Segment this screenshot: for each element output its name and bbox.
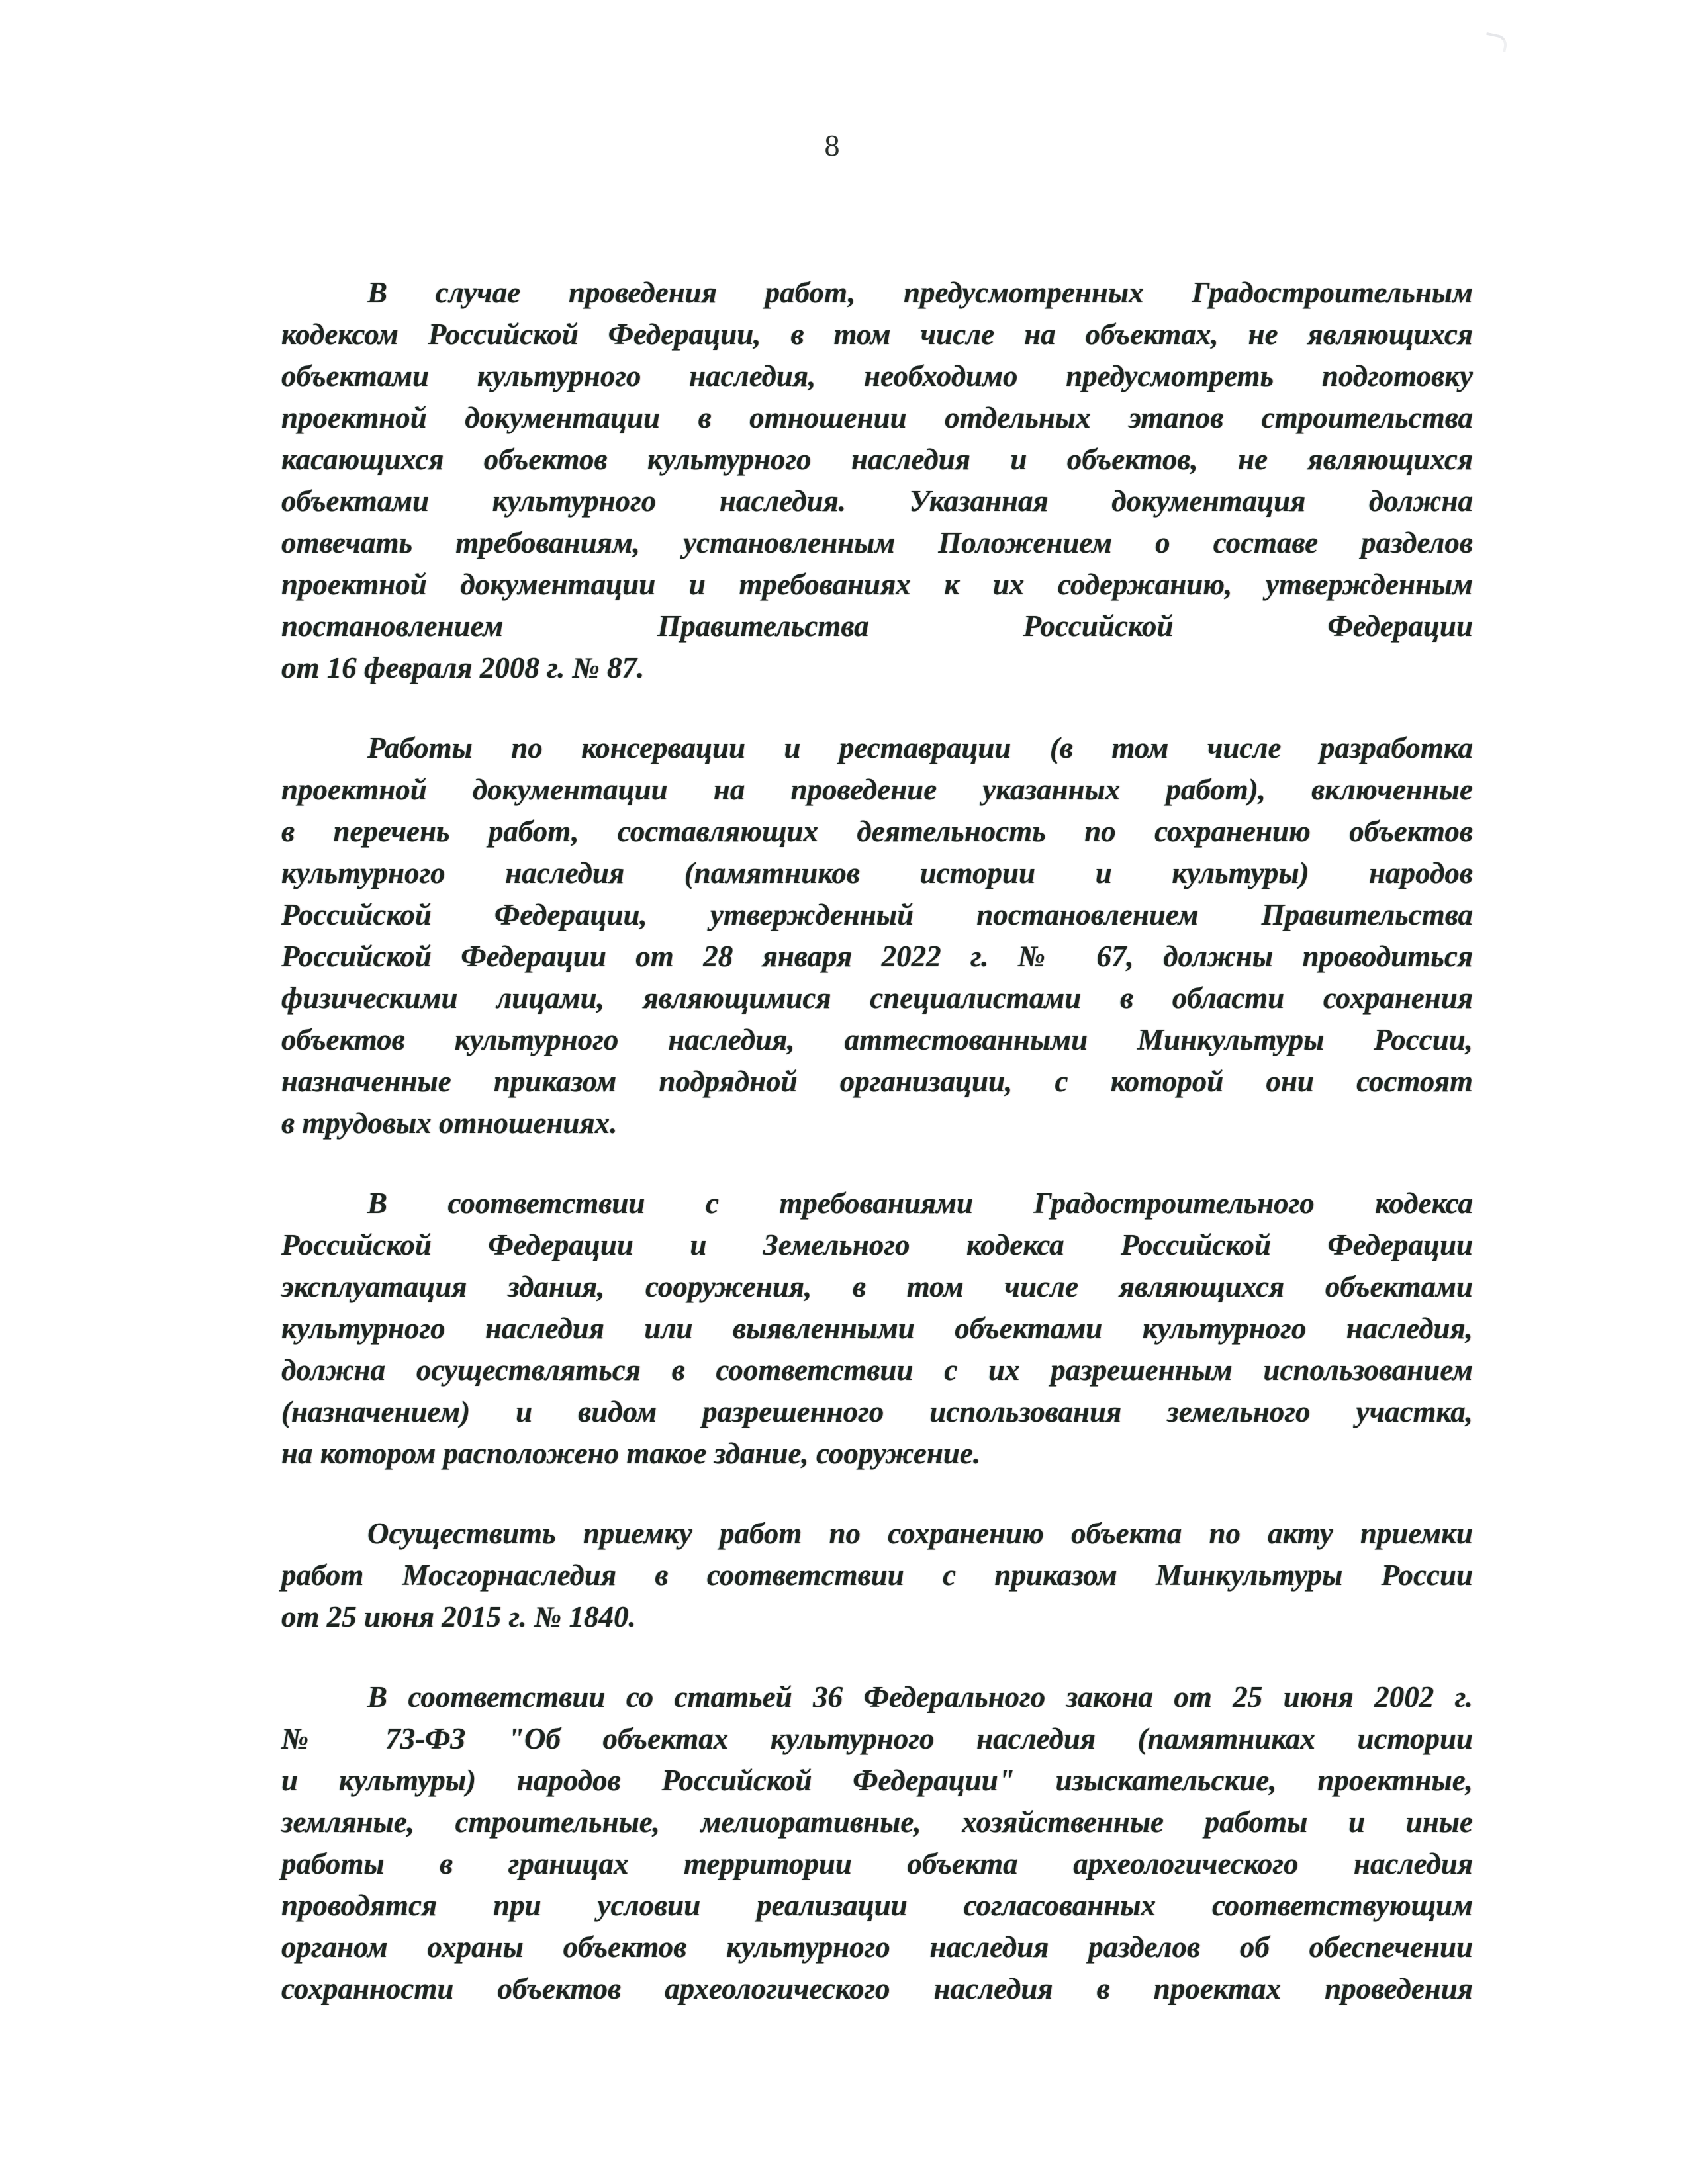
paragraph-5 [281, 1676, 1473, 2010]
text-line: (назначением) и видом разрешенного использования земельного участка, [281, 1395, 1473, 1428]
text-line: объектами культурного наследия, необходимо предусмотреть подготовку [281, 359, 1473, 392]
text-line: Российской Федерации от 28 января 2022 г. № 67, должны проводиться [281, 940, 1473, 973]
text-line: В случае проведения работ, предусмотренных Градостроительным [367, 276, 1473, 309]
paragraph-1 [281, 272, 1473, 689]
text-line: проводятся при условии реализации согласованных соответствующим [281, 1889, 1473, 1922]
text-line: В соответствии с требованиями Градостроительного кодекса [367, 1187, 1473, 1220]
text-line: № 73-ФЗ "Об объектах культурного наследия (памятниках истории [281, 1722, 1473, 1755]
paragraph-4 [281, 1513, 1473, 1638]
text-line: в перечень работ, составляющих деятельность по сохранению объектов [281, 815, 1473, 848]
text-line: культурного наследия или выявленными объектами культурного наследия, [281, 1312, 1473, 1345]
text-line: от 25 июня 2015 г. № 1840. [281, 1600, 636, 1633]
text-line: постановлением Правительства Российской Федерации [281, 610, 1473, 643]
text-line: Работы по консервации и реставрации (в том числе разработка [367, 731, 1473, 764]
scan-smudge-artifact [1483, 32, 1509, 53]
text-line: В соответствии со статьей 36 Федерального закона от 25 июня 2002 г. [367, 1680, 1473, 1713]
text-line: назначенные приказом подрядной организации, с которой они состоят [281, 1065, 1473, 1098]
text-line: органом охраны объектов культурного наследия разделов об обеспечении [281, 1931, 1473, 1964]
text-line: Российской Федерации и Земельного кодекса Российской Федерации [281, 1228, 1473, 1261]
text-line: объектами культурного наследия. Указанная документация должна [281, 484, 1473, 518]
text-line: объектов культурного наследия, аттестованными Минкультуры России, [281, 1023, 1473, 1056]
text-line: проектной документации и требованиях к их содержанию, утвержденным [281, 568, 1473, 601]
text-line: культурного наследия (памятников истории и культуры) народов [281, 856, 1473, 889]
text-line: физическими лицами, являющимися специалистами в области сохранения [281, 981, 1473, 1015]
text-line: Российской Федерации, утвержденный постановлением Правительства [281, 898, 1473, 931]
text-line: и культуры) народов Российской Федерации" изыскательские, проектные, [281, 1764, 1473, 1797]
paragraph-3 [281, 1183, 1473, 1475]
text-line: работ Мосгорнаследия в соответствии с приказом Минкультуры России [281, 1559, 1473, 1592]
paragraph-2 [281, 727, 1473, 1144]
text-line: касающихся объектов культурного наследия и объектов, не являющихся [281, 443, 1473, 476]
text-line: отвечать требованиям, установленным Положением о составе разделов [281, 526, 1473, 559]
text-line: Осуществить приемку работ по сохранению объекта по акту приемки [367, 1517, 1473, 1550]
text-line: кодексом Российской Федерации, в том числе на объектах, не являющихся [281, 318, 1473, 351]
text-line: в трудовых отношениях. [281, 1107, 618, 1140]
text-line: проектной документации на проведение указанных работ), включенные [281, 773, 1473, 806]
text-line: должна осуществляться в соответствии с их разрешенным использованием [281, 1353, 1473, 1387]
text-line: эксплуатация здания, сооружения, в том числе являющихся объектами [281, 1270, 1473, 1303]
text-line: сохранности объектов археологического наследия в проектах проведения [281, 1972, 1473, 2005]
text-line: работы в границах территории объекта археологического наследия [281, 1847, 1473, 1880]
page-number: 8 [824, 128, 840, 162]
text-line: земляные, строительные, мелиоративные, хозяйственные работы и иные [281, 1805, 1473, 1839]
document-body [281, 272, 1473, 2010]
text-line: проектной документации в отношении отдельных этапов строительства [281, 401, 1473, 434]
text-line: на котором расположено такое здание, сооружение. [281, 1437, 981, 1470]
text-line: от 16 февраля 2008 г. № 87. [281, 651, 645, 684]
